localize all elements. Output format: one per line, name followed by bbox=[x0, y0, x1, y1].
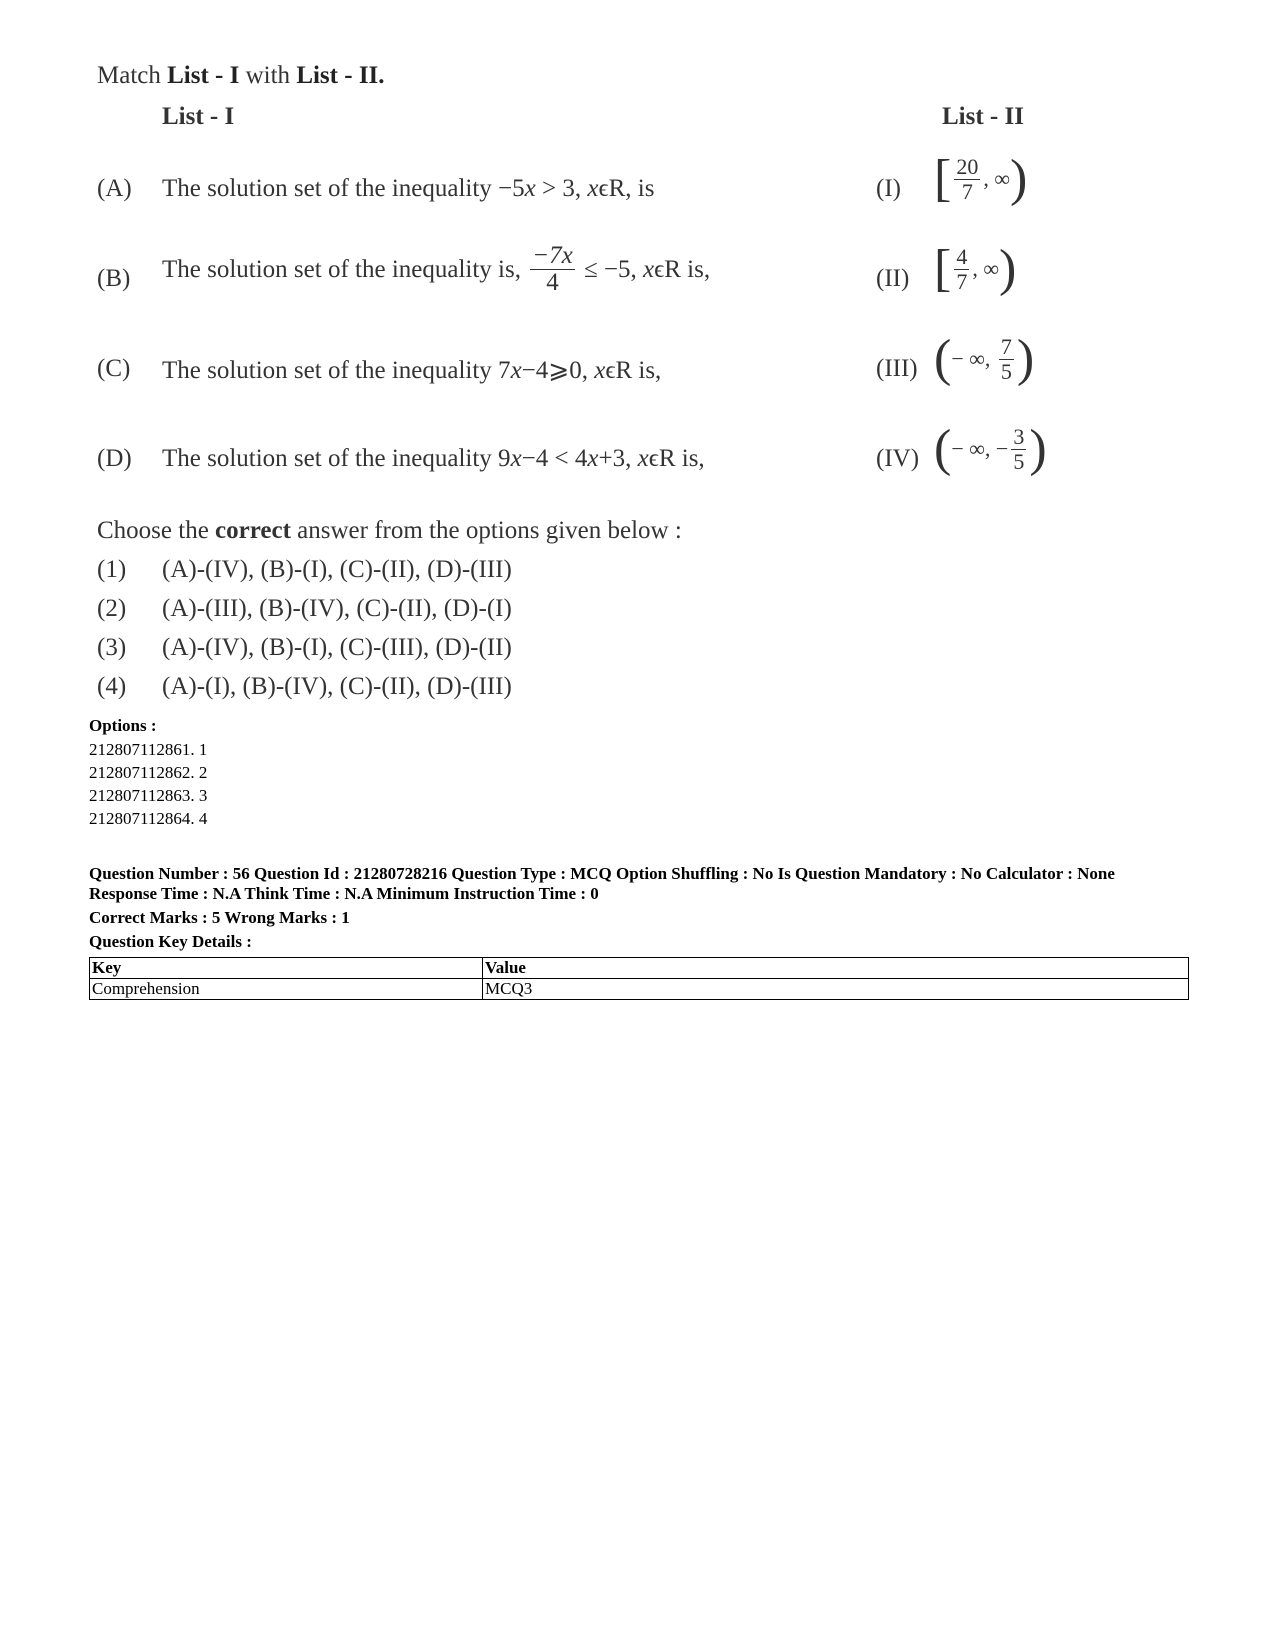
list-2-tag: (I) bbox=[876, 175, 901, 202]
list-2-tag: (III) bbox=[876, 355, 918, 382]
interval-expression: (− ∞, − $\frac{3}{5}$ ) bbox=[934, 420, 1047, 477]
table-header-cell: Key bbox=[90, 958, 483, 979]
question-info-line: Response Time : N.A Think Time : N.A Minimum Instruction Time : 0 bbox=[89, 884, 599, 903]
list-2-tag: (II) bbox=[876, 265, 910, 292]
answer-text: (A)-(III), (B)-(IV), (C)-(II), (D)-(I) bbox=[162, 595, 512, 622]
question-intro: Match List - I with List - II. bbox=[97, 62, 385, 89]
answer-number: (1) bbox=[97, 556, 127, 583]
options-label: Options : bbox=[89, 716, 157, 735]
row-statement: The solution set of the inequality 7x−4⩾0, xϵR is, bbox=[162, 357, 662, 384]
table-header-row bbox=[90, 958, 1189, 979]
answer-text: (A)-(I), (B)-(IV), (C)-(II), (D)-(III) bbox=[162, 673, 512, 700]
marks-line: Correct Marks : 5 Wrong Marks : 1 bbox=[89, 908, 350, 927]
table-cell: MCQ3 bbox=[483, 979, 1189, 1000]
answer-number: (3) bbox=[97, 634, 127, 661]
list-2-heading: List - II bbox=[942, 103, 1024, 130]
option-item: 212807112863. 3 bbox=[89, 786, 208, 805]
option-item: 212807112864. 4 bbox=[89, 809, 208, 828]
question-content bbox=[0, 0, 1275, 720]
interval-expression: [ $\frac{4}{7}$ , ∞) bbox=[934, 240, 1017, 297]
option-item: 212807112862. 2 bbox=[89, 763, 208, 782]
interval-expression: [ $\frac{20}{7}$ , ∞) bbox=[934, 150, 1028, 207]
question-info-line: Question Number : 56 Question Id : 21280728216 Question Type : MCQ Option Shuffling : No Is Question Mandatory : No Calculator : None bbox=[89, 864, 1115, 883]
row-tag: (A) bbox=[97, 175, 132, 202]
row-statement: The solution set of the inequality −5x > 3, xϵR, is bbox=[162, 175, 655, 202]
table-cell: Comprehension bbox=[90, 979, 483, 1000]
key-details-label: Question Key Details : bbox=[89, 932, 252, 951]
table-header-cell: Value bbox=[483, 958, 1189, 979]
option-item: 212807112861. 1 bbox=[89, 740, 208, 759]
interval-expression: (− ∞, $\frac{7}{5}$ ) bbox=[934, 330, 1035, 387]
list-1-heading: List - I bbox=[162, 103, 235, 130]
answer-text: (A)-(IV), (B)-(I), (C)-(III), (D)-(II) bbox=[162, 634, 512, 661]
list-2-tag: (IV) bbox=[876, 445, 920, 472]
answer-number: (4) bbox=[97, 673, 127, 700]
key-details-table bbox=[89, 957, 1189, 1000]
answer-text: (A)-(IV), (B)-(I), (C)-(II), (D)-(III) bbox=[162, 556, 512, 583]
answer-number: (2) bbox=[97, 595, 127, 622]
table-row bbox=[90, 979, 1189, 1000]
row-tag: (C) bbox=[97, 355, 131, 382]
row-tag: (B) bbox=[97, 265, 131, 292]
row-tag: (D) bbox=[97, 445, 132, 472]
row-statement: The solution set of the inequality 9x−4 < 4x+3, xϵR is, bbox=[162, 445, 705, 472]
row-statement: The solution set of the inequality is, $\frac{-7x}{4}$ ≤ −5, xϵR is, bbox=[162, 242, 711, 297]
choose-instruction: Choose the correct answer from the options given below : bbox=[97, 517, 682, 544]
